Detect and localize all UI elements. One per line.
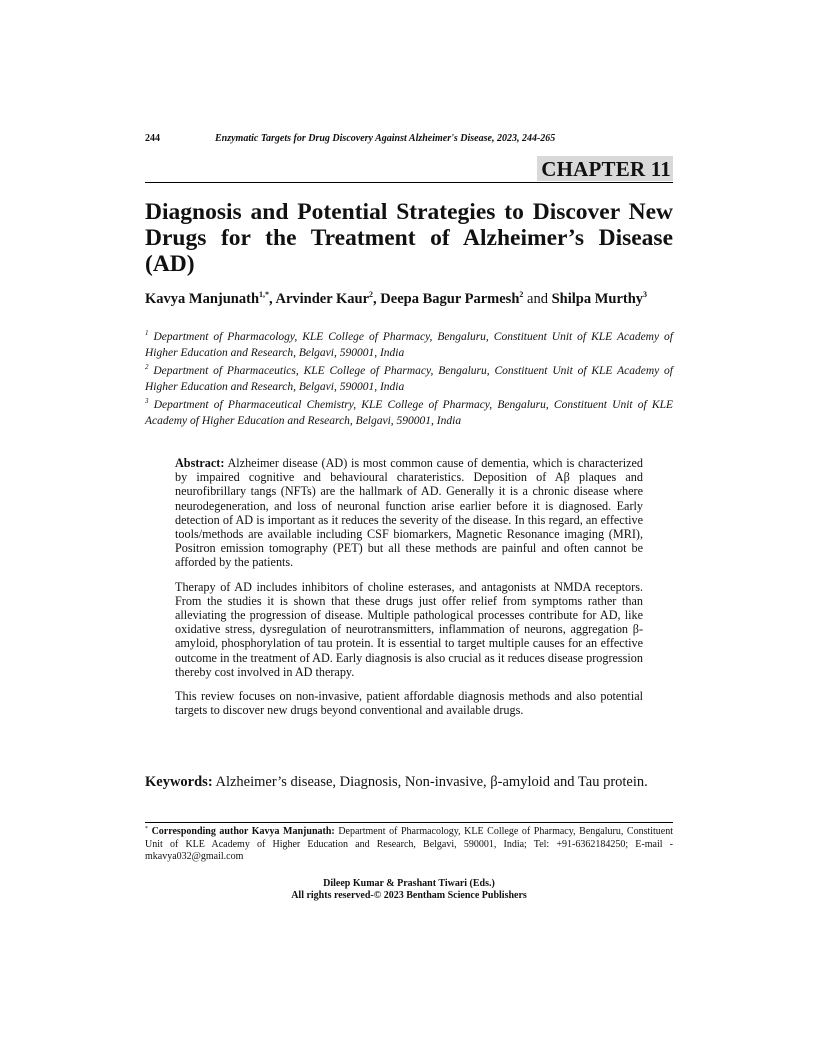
affiliation-number: 1 bbox=[145, 329, 149, 337]
author-affiliation-marker: 1,* bbox=[259, 290, 270, 299]
abstract-paragraph bbox=[175, 689, 643, 717]
affiliation bbox=[145, 397, 673, 429]
publisher-credits bbox=[145, 878, 673, 902]
corresponding-author-footnote bbox=[145, 826, 673, 864]
rights-line: All rights reserved-© 2023 Bentham Science Publishers bbox=[291, 890, 527, 901]
author-separator: , bbox=[373, 291, 381, 307]
author-separator: , bbox=[269, 291, 276, 307]
abstract-text: Alzheimer disease (AD) is most common cause of dementia, which is characterized by impaired cognitive and behavioural charateristics. Deposition of Aβ plaques and neurofibrillary tangs (NFTs) are the hallmark of AD. Generally it is a chronic disease where neurodegeneration, and loss of neuronal function arise earlier before it is diagnosed. Early detection of AD is important as it reduces the severity of the disease. In this regard, an effective tools/methods are available including CSF biomarkers, Magnetic Resonance imaging (MRI), Positron emission tomography (PET) but all these methods are painful and often cannot be afforded by the patients. bbox=[175, 456, 643, 570]
affiliation-text: Department of Pharmaceutical Chemistry, KLE College of Pharmacy, Bengaluru, Constituent Unit of KLE Academy of Higher Education and Research, Belgavi, 590001, India bbox=[145, 399, 673, 427]
abstract-text: This review focuses on non-invasive, patient affordable diagnosis methods and also potential targets to discover new drugs beyond conventional and available drugs. bbox=[175, 689, 643, 718]
page-number: 244 bbox=[145, 133, 160, 144]
chapter-divider bbox=[145, 182, 673, 183]
abstract-paragraph bbox=[175, 456, 643, 570]
author-affiliation-marker: 2 bbox=[369, 290, 374, 299]
author-conjunction: and bbox=[527, 291, 548, 307]
author-name: Shilpa Murthy bbox=[551, 291, 644, 307]
abstract-paragraph bbox=[175, 580, 643, 679]
abstract-label: Abstract: bbox=[175, 456, 225, 470]
footnote-marker: * bbox=[145, 826, 148, 832]
keywords-text: Alzheimer’s disease, Diagnosis, Non-invasive, β-amyloid and Tau protein. bbox=[215, 774, 648, 790]
affiliation-text: Department of Pharmaceutics, KLE College of Pharmacy, Bengaluru, Constituent Unit of KLE Academy of Higher Education and Research, Belgavi, 590001, India bbox=[145, 365, 673, 393]
affiliation bbox=[145, 363, 673, 395]
running-header bbox=[145, 133, 673, 144]
running-title: Enzymatic Targets for Drug Discovery Against Alzheimer's Disease, 2023, 244-265 bbox=[215, 133, 556, 144]
author-affiliation-marker: 2 bbox=[519, 290, 524, 299]
keywords-block bbox=[145, 773, 673, 791]
affiliation-text: Department of Pharmacology, KLE College of Pharmacy, Bengaluru, Constituent Unit of KLE Academy of Higher Education and Research, Belgavi, 590001, India bbox=[145, 331, 673, 359]
affiliation-number: 2 bbox=[145, 363, 149, 371]
author-affiliation-marker: 3 bbox=[643, 290, 648, 299]
chapter-heading bbox=[145, 156, 673, 181]
footnote-text: Department of Pharmacology, KLE College of Pharmacy, Bengaluru, Constituent Unit of KLE Academy of Higher Education and Research, Belgavi, 590001, India; Tel: +91-6362184250; E-mail - mkavya032@gmail.com bbox=[145, 826, 674, 862]
chapter-label: CHAPTER 11 bbox=[537, 156, 673, 181]
footnote-label: Corresponding author Kavya Manjunath: bbox=[151, 826, 335, 837]
author-name: Kavya Manjunath bbox=[145, 291, 260, 307]
keywords-label: Keywords: bbox=[145, 774, 213, 790]
author-name: Arvinder Kaur bbox=[275, 291, 370, 307]
affiliation bbox=[145, 329, 673, 361]
footnote-divider bbox=[145, 822, 673, 823]
author-list bbox=[145, 290, 673, 308]
author-name: Deepa Bagur Parmesh bbox=[380, 291, 520, 307]
abstract-text: Therapy of AD includes inhibitors of choline esterases, and antagonists at NMDA receptors. From the studies it is shown that these drugs just offer relief from symptoms rather than alleviating the progression of disease. Multiple pathological processes contribute for AD, like oxidative stress, dysregulation of neurotransmitters, inflammation of neurons, aggregation β-amyloid, phosphorylation of tau protein. It is essential to target multiple causes for an effective outcome in the treatment of AD. Early diagnosis is also crucial as it reduces disease progression thereby cost involved in AD therapy. bbox=[175, 579, 643, 679]
paper-title: Diagnosis and Potential Strategies to Discover New Drugs for the Treatment of Alzheimer’s Disease (AD) bbox=[145, 199, 673, 277]
affiliation-list bbox=[145, 329, 673, 431]
editors-line: Dileep Kumar & Prashant Tiwari (Eds.) bbox=[323, 878, 495, 889]
affiliation-number: 3 bbox=[145, 397, 149, 405]
abstract-block bbox=[175, 456, 643, 727]
